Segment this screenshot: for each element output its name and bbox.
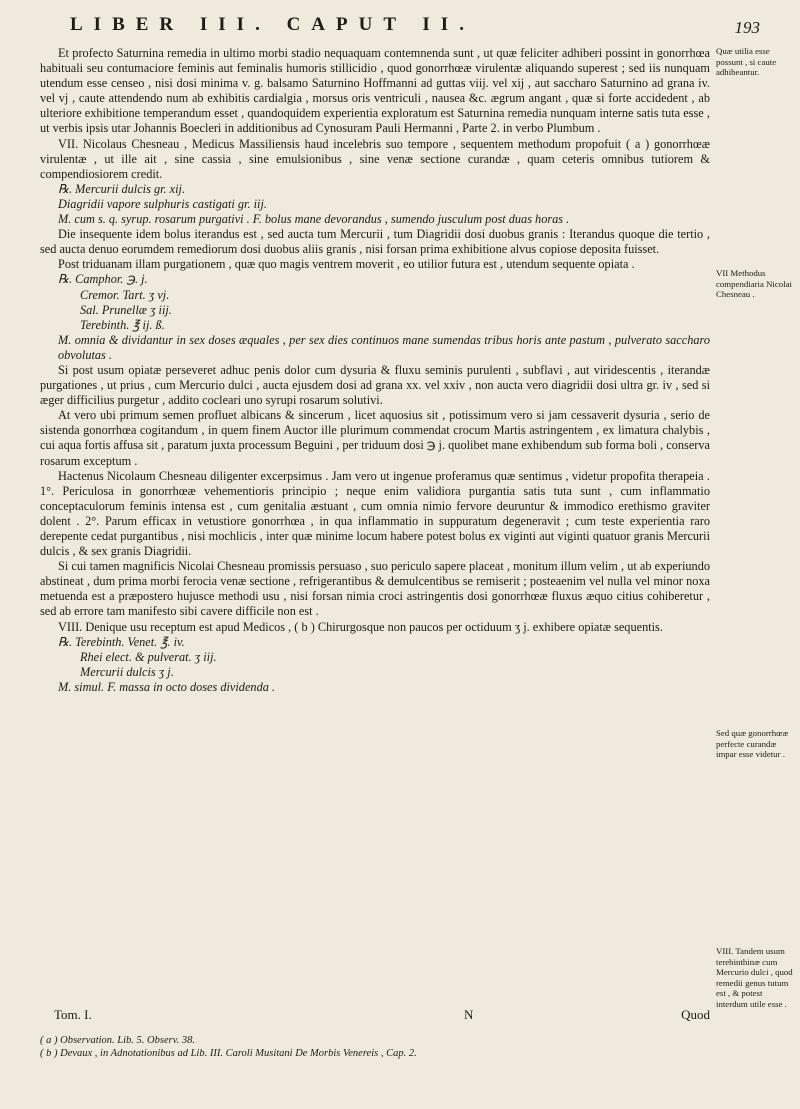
main-text-block — [40, 46, 710, 695]
paragraph: Die insequente idem bolus iterandus est , sed aucta tum Mercurii , tum Diagridii dosi duobus granis : Iterandus quoque die tertio , sed aucta denuo eorumdem remediorum dosi duobus aliis granis , nisi forsan prima exhibitione alvus copiose deposita fuisset. — [40, 227, 710, 257]
running-header — [0, 14, 800, 44]
volume-mark: Tom. I. — [54, 1007, 92, 1022]
recipe-line: ℞. Camphor. ℈. j. — [58, 272, 148, 287]
recipe-line: Cremor. Tart. ʒ vj. — [80, 287, 170, 302]
recipe-line: ℞. Terebinth. Venet. ℥. iv. — [58, 634, 185, 649]
recipe-line: Diagridii vapore sulphuris castigati gr. iij. — [58, 196, 267, 211]
catchword: Quod — [681, 1007, 710, 1022]
margin-note: VII Methodus compendiaria Nicolai Chesneau . — [716, 268, 792, 299]
paragraph: VIII. Denique usu receptum est apud Medicos , ( b ) Chirurgosque non paucos per octiduum ʒ j. exhibere opiatæ sequentis. — [58, 619, 663, 634]
running-title: LIBER III. CAPUT II. — [70, 14, 475, 35]
recipe-line: M. simul. F. massa in octo doses dividenda . — [58, 679, 276, 694]
recipe-line: Mercurii dulcis ʒ j. — [80, 664, 174, 679]
margin-note: VIII. Tandem usum terebinthinæ cum Mercurio dulci , quod remedii genus tutum est , & potest interdum utile esse . — [716, 946, 793, 1009]
paragraph: Post triduanam illam purgationem , quæ quo magis ventrem moverit , eo utilior futura est , utendum sequente opiata . — [58, 257, 635, 272]
footnotes — [40, 1034, 730, 1060]
margin-note: Sed quæ gonorrhœæ perfecte curandæ impar esse videtur . — [716, 728, 789, 759]
recipe-line: ℞. Mercurii dulcis gr. xij. — [58, 181, 186, 196]
paragraph: Hactenus Nicolaum Chesneau diligenter excerpsimus . Jam vero ut ingenue proferamus quæ sentimus , videtur propofita therapeia . 1°. Periculosa in gonorrhœæ vehementioris principio ; neque enim validiora purgantia satis tuta sunt , cum inflammatio conceptaculorum feminis intensa est , cum genitalia æstuant , cum omnia nimio fervore deuruntur & immodico erethismo graviter dolent . 2°. Parum efficax in vetustiore gonorrhœa , in qua inflammatio in suppuratum degeneravit ; cum teste experientia raro derepente cedat purgantibus , nisi mochlicis , inter quæ minime locum habere potest bolus ex viginti aut viginti quatuor granis Mercurii dulcis , & sex granis Diagridii. — [40, 468, 710, 559]
footnote: ( b ) Devaux , in Adnotationibus ad Lib. III. Caroli Musitani De Morbis Venereis , Cap. 2. — [40, 1048, 417, 1059]
recipe-line: Sal. Prunellæ ʒ iij. — [80, 302, 172, 317]
recipe-line: Terebinth. ℥ ij. ß. — [80, 317, 165, 332]
paragraph: Et profecto Saturnina remedia in ultimo morbi stadio nequaquam contemnenda sunt , ut quæ feliciter adhiberi possint in gonorrhœa habituali seu contumaciore feminis aut feminalis humoris stillicidio , quod gonorrhœæ virulentæ aliquando superest ; sed iis nunquam utendum esse censeo , nisi dosi minima v. g. balsamo Saturnino Hoffmanni ad guttas viij. vel xij , aut saccharo Saturnino ad grana iv. vel vj , caute attendendo num ab exhibitis cardialgia , morsus oris ventriculi , nausea &c. ægrum angant , quæ si forte accidedent , ab ulteriore exhibitione temperandum esset , quandoquidem experientia exploratum est Saturnina remedia nunquam interne satis tuta esse , ut verbis ipsis utar Johannis Boecleri in additionibus ad Cynosuram Pauli Hermanni , Parte 2. in verbo Plumbum . — [40, 46, 710, 136]
paragraph: Si post usum opiatæ perseveret adhuc penis dolor cum dysuria & fluxu seminis purulenti , subflavi , aut viridescentis , iterandæ purgationes , ut prius , cum Mercurio dulci , aucta ejusdem dosi ad grana xx. vel xxiv , non aucta vero diagridii dosi ultra gr. iv , sed si æger difficilius purgetur , addito cocleari uno syrupi rosarum solutivi. — [40, 362, 710, 408]
margin-note: Quæ utilia esse possunt , si caute adhibeantur. — [716, 46, 777, 77]
paragraph: Si cui tamen magnificis Nicolai Chesneau promissis persuaso , suo periculo sapere placeat , monitum illum velim , ut ab experiundo abstineat , dum prima morbi ferocia venæ sectione , refrigerantibus & demulcentibus se remiserit ; posteaenim vel nulla vel minor noxa metuenda est a præpostero hujusce methodi usu , nisi forsan nimia croci astringentis dosi gonorrhœæ fluxus æquo citius cohiberetur , sed ab errore tam manifesto sibi cavere difficile non est . — [40, 559, 710, 619]
signature-mark: N — [464, 1007, 474, 1022]
paragraph: VII. Nicolaus Chesneau , Medicus Massiliensis haud incelebris suo tempore , sequentem methodum propofuit ( a ) gonorrhœæ virulentæ , ut ille ait , sine cassia , sine emulsionibus , sine venæ sectione curandæ , quam ceteris omnibus tutiorem & compendiosiorem credit. — [40, 136, 710, 181]
footnote: ( a ) Observation. Lib. 5. Observ. 38. — [40, 1035, 195, 1046]
recipe-line: Rhei elect. & pulverat. ʒ iij. — [80, 649, 217, 664]
page-number: 193 — [734, 18, 760, 37]
recipe-line: M. omnia & dividantur in sex doses æquales , per sex dies continuos mane sumendas tribus horis ante pastum , pulverato saccharo obvolutas . — [58, 332, 710, 362]
paragraph: At vero ubi primum semen profluet albicans & sincerum , licet aquosius sit , potissimum vero si jam cessaverit dysuria , serio de sistenda gonorrhœa cogitandum , in quem finem Auctor ille plurimum commendat crocum Martis astringentem , ex limatura chalybis , cui aqua fortis affusa sit , paratum juxta processum Beguini , per triduum dosi ℈ j. quolibet mane exhibendum sub forma boli , conserva rosarum exceptum . — [40, 408, 710, 468]
recipe-line: M. cum s. q. syrup. rosarum purgativi . F. bolus mane devorandus , sumendo jusculum post duas horas . — [58, 212, 570, 227]
